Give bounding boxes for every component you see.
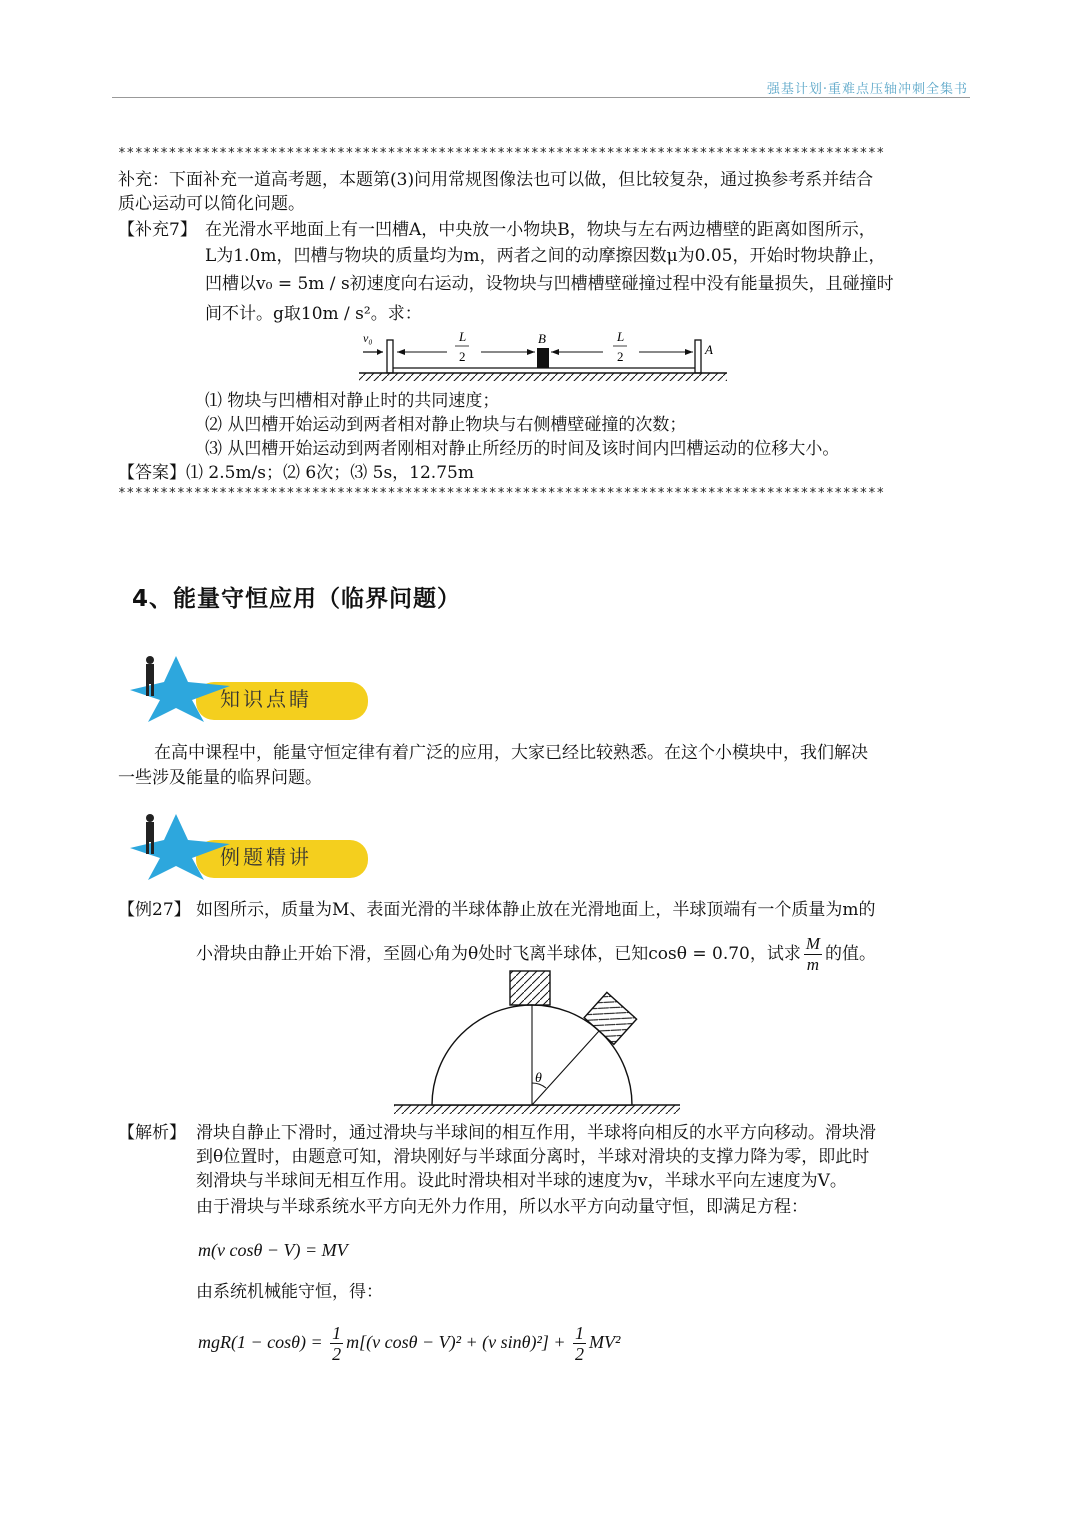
groove-figure (355, 328, 735, 386)
label-b: B (538, 331, 546, 346)
frac-denominator: m (806, 955, 820, 974)
label-two-right: 2 (617, 349, 624, 364)
analysis-label: 【解析】 (118, 1123, 186, 1143)
equation-energy-left: mgR(1 − cosθ) = (198, 1332, 323, 1352)
block-b (537, 348, 549, 368)
half-num-1: 1 (332, 1323, 342, 1344)
intro-line1: 在高中课程中，能量守恒定律有着广泛的应用，大家已经比较熟悉。在这个小模块中，我们解决 (154, 743, 868, 763)
equation-momentum: m(v cosθ − V) = MV (198, 1240, 348, 1260)
example27-line2-end: 的值。 (825, 944, 877, 964)
banner-examples (124, 810, 374, 880)
problem7-line4: 间不计。g取10m / s²。求： (205, 304, 422, 324)
banner-knowledge-label: 知识点睛 (220, 687, 312, 711)
label-v0: v₀ (363, 331, 373, 345)
problem7-label: 【补充7】 (118, 220, 197, 240)
supplement-note-line1: 补充：下面补充一道高考题，本题第(3)问用常规图像法也可以做，但比较复杂，通过换参考系并结合 (118, 170, 874, 190)
analysis-line5: 由系统机械能守恒，得： (196, 1282, 383, 1302)
intro-line2: 一些涉及能量的临界问题。 (118, 768, 322, 788)
example27-label: 【例27】 (118, 900, 191, 920)
half-fraction-1 (330, 1323, 343, 1364)
half-fraction-2 (573, 1323, 586, 1364)
separator-bottom: ******************************************************************************************* (118, 486, 885, 501)
problem7-q3: ⑶ 从凹槽开始运动到两者刚相对静止所经历的时间及该时间内凹槽运动的位移大小。 (205, 439, 840, 459)
header-divider (112, 97, 970, 98)
analysis-line3: 刻滑块与半球间无相互作用。设此时滑块相对半球的速度为v，半球水平向左速度为V。 (196, 1171, 847, 1191)
equation-energy (198, 1312, 620, 1372)
analysis-line2: 到θ位置时，由题意可知，滑块刚好与半球面分离时，半球对滑块的支撑力降为零，即此时 (196, 1147, 870, 1167)
banner-knowledge (124, 652, 374, 722)
problem7-line3: 凹槽以v₀ = 5m / s初速度向右运动，设物块与凹槽槽壁碰撞过程中没有能量损失，且碰撞时 (205, 274, 894, 294)
example27-line2-text: 小滑块由静止开始下滑，至圆心角为θ处时飞离半球体，已知cosθ = 0.70，试求 (196, 944, 801, 964)
hemisphere-figure (388, 968, 688, 1124)
label-l-left: L (459, 329, 467, 344)
problem7-q2: ⑵ 从凹槽开始运动到两者相对静止物块与右侧槽壁碰撞的次数； (205, 415, 687, 435)
label-l-right: L (617, 329, 625, 344)
problem7-q1: ⑴ 物块与凹槽相对静止时的共同速度； (205, 391, 500, 411)
problem7-answer: 【答案】⑴ 2.5m/s；⑵ 6次；⑶ 5s，12.75m (118, 463, 474, 483)
analysis-line4: 由于滑块与半球系统水平方向无外力作用，所以水平方向动量守恒，即满足方程： (196, 1197, 808, 1217)
half-den-1: 2 (332, 1344, 342, 1365)
equation-energy-right: MV² (589, 1332, 621, 1352)
label-a: A (705, 342, 713, 357)
equation-energy-mid: m[(v cosθ − V)² + (v sinθ)²] + (346, 1332, 566, 1352)
half-den-2: 2 (575, 1344, 584, 1365)
label-two-left: 2 (459, 349, 466, 364)
mass-ratio-fraction (804, 934, 822, 975)
analysis-line1: 滑块自静止下滑时，通过滑块与半球间的相互作用，半球将向相反的水平方向移动。滑块滑 (196, 1123, 876, 1143)
banner-examples-label: 例题精讲 (220, 845, 312, 869)
section-heading: 4、能量守恒应用（临界问题） (132, 586, 462, 612)
block-top (510, 971, 550, 1005)
separator-top: ******************************************************************************************* (118, 146, 885, 161)
theta-label: θ (535, 1071, 542, 1086)
header-title: 强基计划·重难点压轴冲刺全集书 (766, 82, 968, 97)
half-num-2: 1 (575, 1323, 584, 1344)
frac-numerator: M (805, 934, 821, 953)
example27-line1: 如图所示，质量为M、表面光滑的半球体静止放在光滑地面上，半球顶端有一个质量为m的 (196, 900, 876, 920)
problem7-line1: 在光滑水平地面上有一凹槽A，中央放一小物块B，物块与左右两边槽壁的距离如图所示， (205, 220, 876, 240)
supplement-note-line2: 质心运动可以简化问题。 (118, 194, 305, 214)
problem7-line2: L为1.0m，凹槽与物块的质量均为m，两者之间的动摩擦因数μ为0.05，开始时物块静止， (205, 246, 886, 266)
